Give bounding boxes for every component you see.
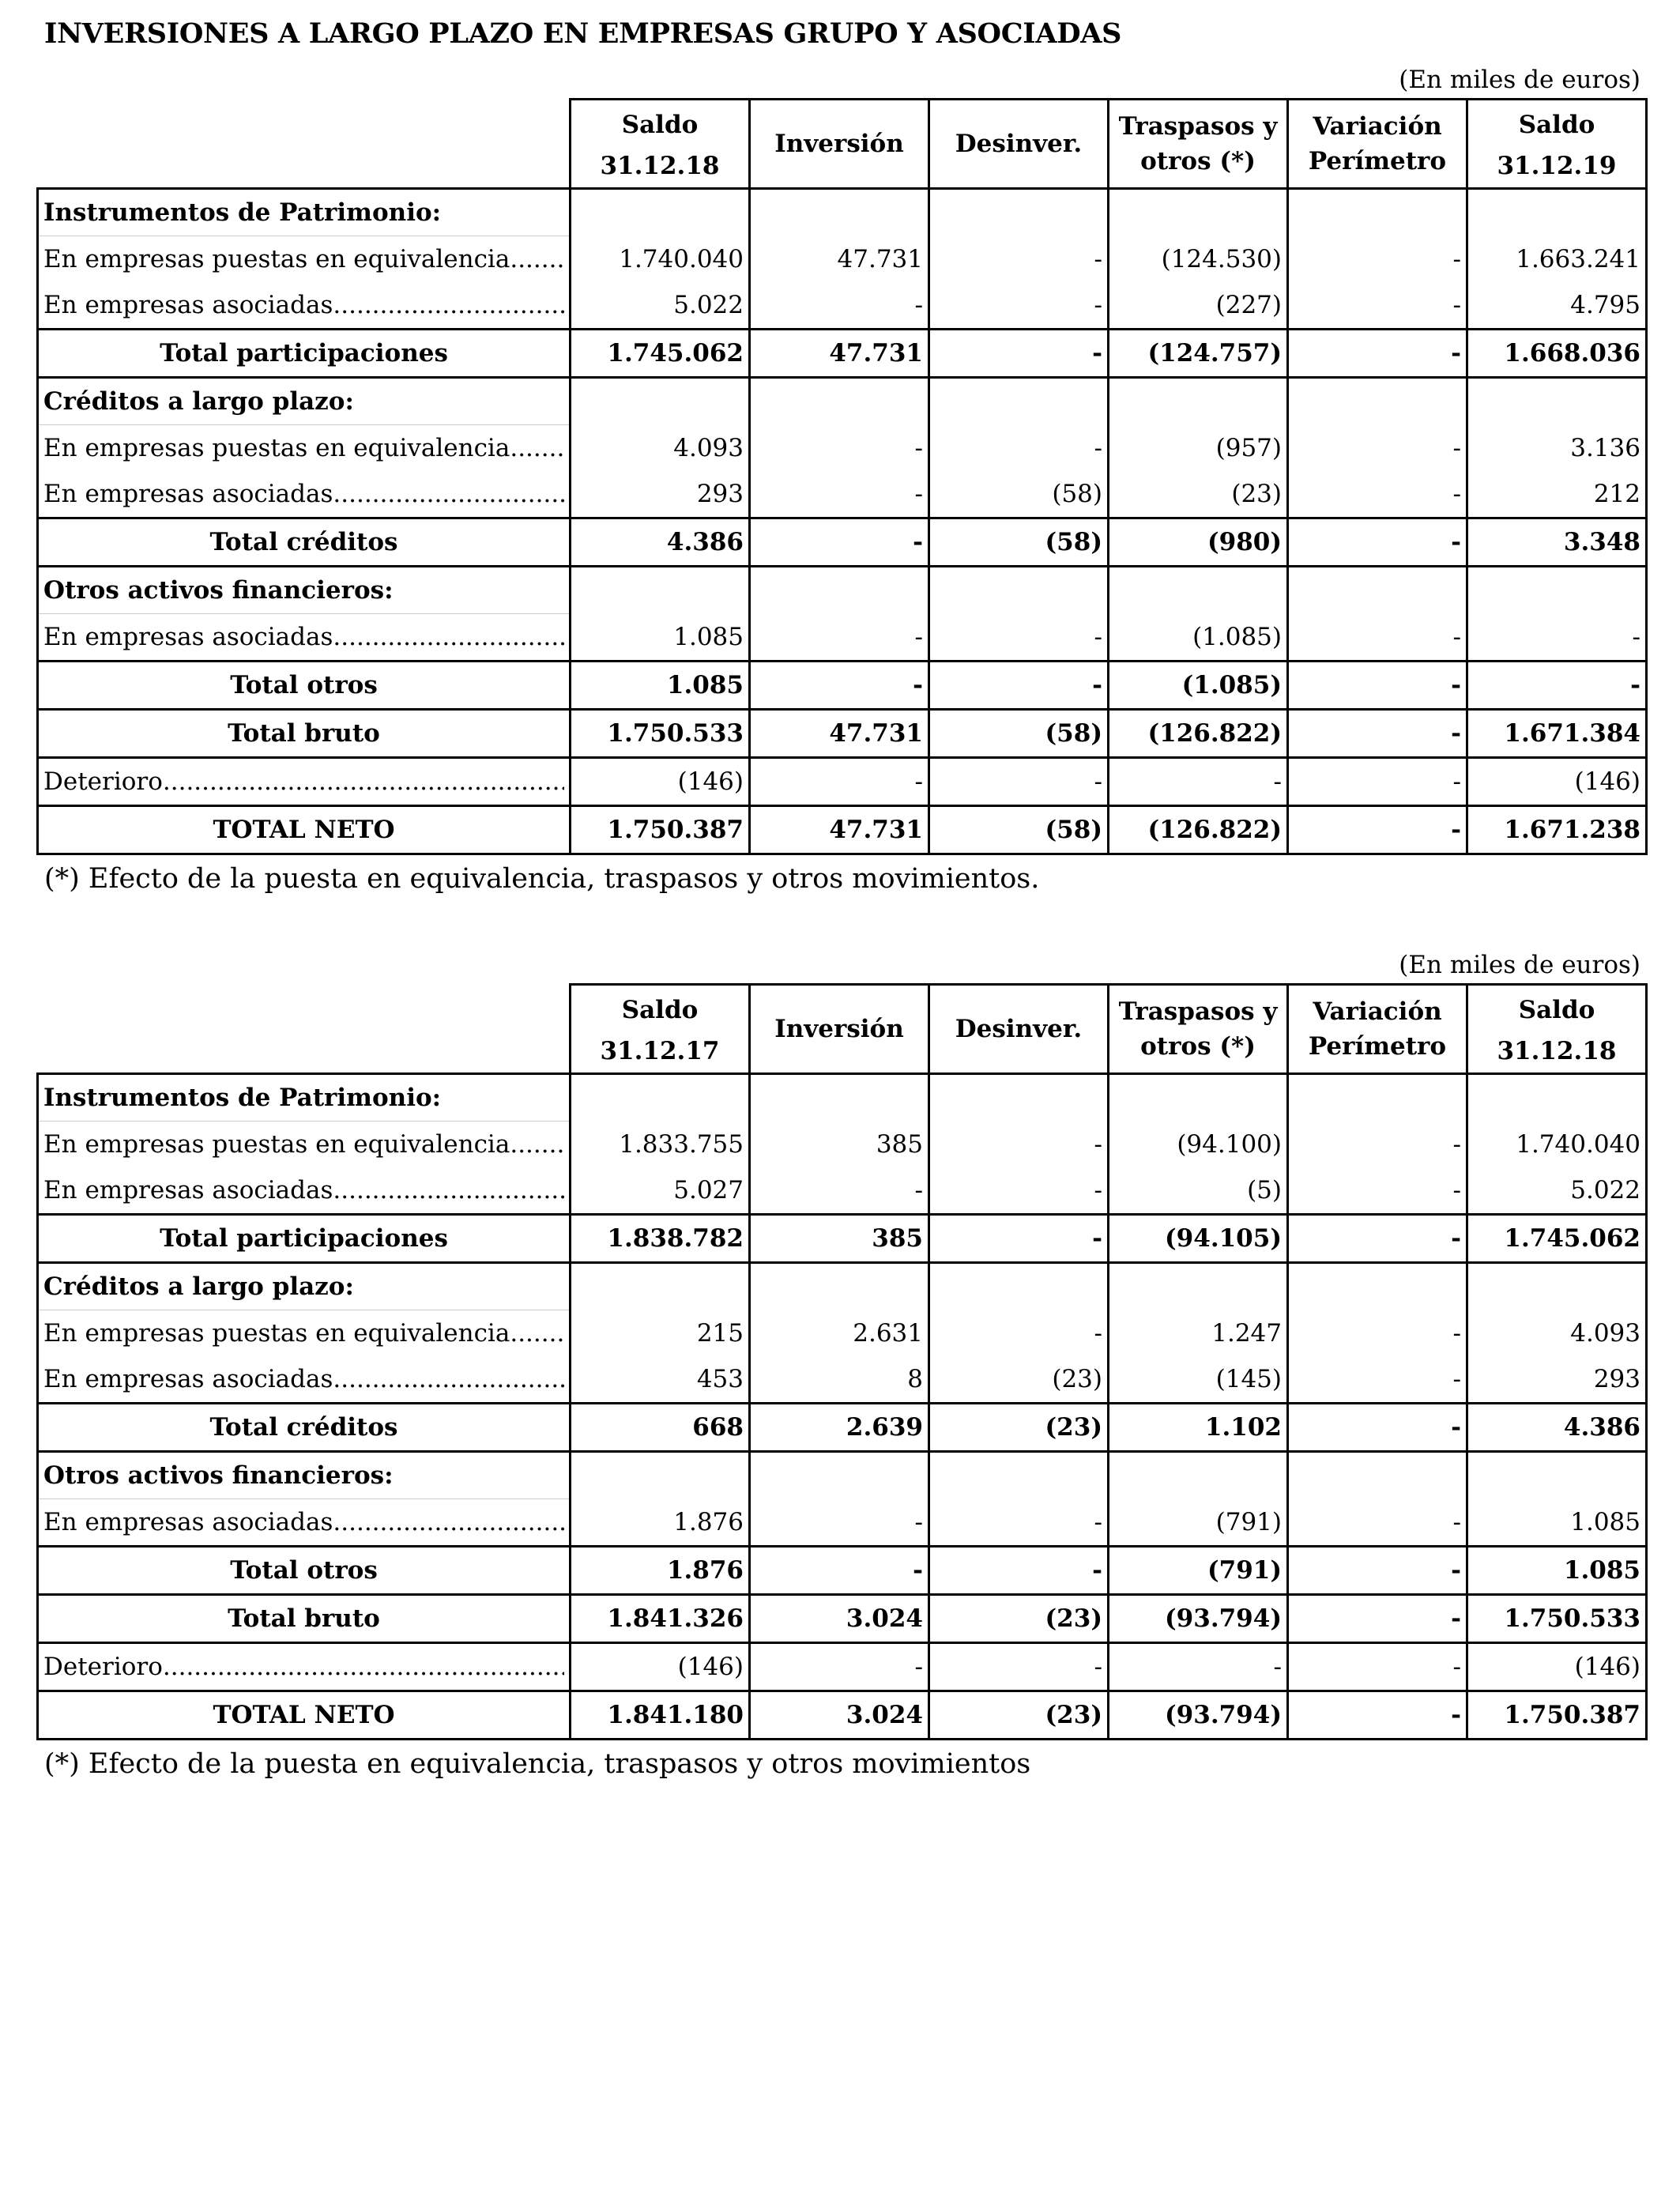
total-neto-row (38, 1691, 1647, 1740)
value-cell: - (1288, 1122, 1467, 1168)
value-cell: 1.745.062 (1467, 1215, 1647, 1263)
value-cell: 47.731 (750, 806, 929, 854)
value-cell: 1.876 (571, 1499, 750, 1547)
empty-cell (750, 1074, 929, 1122)
dot-leader (333, 614, 564, 660)
value-cell: - (1288, 1691, 1467, 1740)
value-cell: - (750, 614, 929, 662)
value-cell: 1.876 (571, 1547, 750, 1595)
value-cell: (93.794) (1109, 1595, 1288, 1643)
header-saldo-inicial (571, 100, 750, 189)
empty-cell (1109, 189, 1288, 236)
value-cell: 2.631 (750, 1310, 929, 1357)
subtotal-row (38, 1215, 1647, 1263)
dot-leader (163, 759, 564, 805)
header-inversion (750, 985, 929, 1074)
value-cell: (124.757) (1109, 330, 1288, 378)
header-desinversion (929, 100, 1109, 189)
header-saldo-final (1467, 100, 1647, 189)
value-cell: - (929, 1167, 1109, 1215)
value-cell: (23) (929, 1691, 1109, 1740)
value-cell: - (750, 1643, 929, 1691)
table-row (38, 236, 1647, 283)
value-cell: - (1288, 758, 1467, 806)
empty-cell (750, 567, 929, 614)
row-label-cell (38, 1499, 571, 1547)
subtotal-row (38, 330, 1647, 378)
header-variacion-perimetro (1288, 100, 1467, 189)
empty-cell (1467, 378, 1647, 425)
investment-table-section (36, 947, 1645, 1780)
header-line: Desinver. (955, 130, 1083, 158)
value-cell: 1.668.036 (1467, 330, 1647, 378)
value-cell: 47.731 (750, 330, 929, 378)
value-cell: (23) (1109, 471, 1288, 518)
units-note: (En miles de euros) (1399, 66, 1640, 94)
value-cell: 1.102 (1109, 1404, 1288, 1452)
header-row (38, 100, 1647, 189)
section-heading: Créditos a largo plazo: (38, 1263, 571, 1310)
value-cell: 4.386 (571, 518, 750, 567)
value-cell: 5.022 (1467, 1167, 1647, 1215)
total-neto-row (38, 806, 1647, 854)
value-cell: 2.639 (750, 1404, 929, 1452)
footnote: (*) Efecto de la puesta en equivalencia, traspasos y otros movimientos. (44, 863, 1040, 895)
value-cell: - (1288, 1356, 1467, 1404)
table-row (38, 471, 1647, 518)
header-blank (38, 985, 571, 1074)
row-label: En empresas puestas en equivalencia (43, 1130, 510, 1159)
value-cell: (58) (929, 471, 1109, 518)
total-neto-label: TOTAL NETO (38, 1691, 571, 1740)
value-cell: 1.671.384 (1467, 710, 1647, 758)
dot-leader (333, 282, 564, 328)
empty-cell (1467, 189, 1647, 236)
header-traspasos (1109, 100, 1288, 189)
subtotal-label: Total créditos (38, 1404, 571, 1452)
value-cell: - (1288, 471, 1467, 518)
value-cell: 1.750.387 (1467, 1691, 1647, 1740)
total-bruto-row (38, 1595, 1647, 1643)
value-cell: - (1467, 614, 1647, 662)
value-cell: - (750, 758, 929, 806)
value-cell: 293 (1467, 1356, 1647, 1404)
empty-cell (929, 1074, 1109, 1122)
row-label-cell (38, 471, 571, 518)
section-heading: Instrumentos de Patrimonio: (38, 1074, 571, 1122)
value-cell: (5) (1109, 1167, 1288, 1215)
subtotal-label: Total otros (38, 662, 571, 710)
page-title: INVERSIONES A LARGO PLAZO EN EMPRESAS GRUPO Y ASOCIADAS (44, 17, 1122, 50)
empty-cell (1288, 1263, 1467, 1310)
table-row (38, 1167, 1647, 1215)
empty-cell (750, 189, 929, 236)
empty-cell (571, 378, 750, 425)
row-label: En empresas asociadas (43, 623, 333, 651)
value-cell: - (1288, 1404, 1467, 1452)
empty-cell (929, 378, 1109, 425)
value-cell: - (929, 614, 1109, 662)
dot-leader (333, 1356, 564, 1402)
subtotal-row (38, 1404, 1647, 1452)
value-cell: - (929, 1215, 1109, 1263)
empty-cell (929, 1452, 1109, 1499)
empty-cell (929, 1263, 1109, 1310)
header-line: otros (*) (1140, 147, 1256, 175)
value-cell: - (929, 236, 1109, 283)
header-line: Variación (1313, 997, 1442, 1026)
empty-cell (1288, 1452, 1467, 1499)
empty-cell (929, 189, 1109, 236)
row-label: En empresas asociadas (43, 291, 333, 319)
header-line: Variación (1313, 112, 1442, 141)
row-label: En empresas puestas en equivalencia (43, 245, 510, 273)
value-cell: - (750, 471, 929, 518)
value-cell: - (929, 1547, 1109, 1595)
empty-cell (750, 378, 929, 425)
value-cell: - (750, 282, 929, 330)
row-label: En empresas asociadas (43, 1508, 333, 1536)
header-row (38, 985, 1647, 1074)
value-cell: - (929, 1643, 1109, 1691)
value-cell: (227) (1109, 282, 1288, 330)
footnote: (*) Efecto de la puesta en equivalencia, traspasos y otros movimientos (44, 1748, 1031, 1780)
row-label: En empresas puestas en equivalencia (43, 434, 510, 462)
value-cell: - (929, 662, 1109, 710)
investment-table (36, 98, 1648, 855)
value-cell: - (750, 662, 929, 710)
row-label: En empresas asociadas (43, 1365, 333, 1393)
empty-cell (1109, 567, 1288, 614)
subtotal-label: Total participaciones (38, 1215, 571, 1263)
row-label: Deterioro (43, 1653, 163, 1681)
empty-cell (1467, 567, 1647, 614)
value-cell: - (750, 1547, 929, 1595)
value-cell: - (1109, 1643, 1288, 1691)
value-cell: (126.822) (1109, 710, 1288, 758)
header-line: Saldo (1518, 996, 1595, 1024)
header-line: Perímetro (1308, 1032, 1447, 1061)
header-desinversion (929, 985, 1109, 1074)
empty-cell (1467, 1263, 1647, 1310)
deterioro-row (38, 1643, 1647, 1691)
empty-cell (1109, 1074, 1288, 1122)
row-label-cell (38, 614, 571, 662)
value-cell: - (1288, 518, 1467, 567)
empty-cell (571, 1263, 750, 1310)
value-cell: 1.841.180 (571, 1691, 750, 1740)
value-cell: - (1288, 1547, 1467, 1595)
empty-cell (1288, 567, 1467, 614)
value-cell: 1.833.755 (571, 1122, 750, 1168)
value-cell: 1.085 (1467, 1499, 1647, 1547)
section-heading-row (38, 1263, 1647, 1310)
value-cell: 385 (750, 1122, 929, 1168)
value-cell: - (1288, 282, 1467, 330)
value-cell: 212 (1467, 471, 1647, 518)
value-cell: 1.750.533 (1467, 1595, 1647, 1643)
value-cell: - (1288, 425, 1467, 472)
value-cell: (58) (929, 710, 1109, 758)
total-neto-label: TOTAL NETO (38, 806, 571, 854)
deterioro-label-cell (38, 758, 571, 806)
dot-leader (510, 236, 564, 282)
value-cell: (1.085) (1109, 614, 1288, 662)
value-cell: - (750, 518, 929, 567)
value-cell: 5.022 (571, 282, 750, 330)
subtotal-row (38, 1547, 1647, 1595)
section-heading-row (38, 1452, 1647, 1499)
dot-leader (333, 1167, 564, 1213)
value-cell: 1.745.062 (571, 330, 750, 378)
value-cell: - (929, 330, 1109, 378)
table-row (38, 282, 1647, 330)
table-row (38, 425, 1647, 472)
value-cell: (23) (929, 1595, 1109, 1643)
value-cell: (93.794) (1109, 1691, 1288, 1740)
section-heading-row (38, 189, 1647, 236)
value-cell: (1.085) (1109, 662, 1288, 710)
value-cell: - (1288, 662, 1467, 710)
value-cell: (980) (1109, 518, 1288, 567)
dot-leader (510, 425, 564, 471)
empty-cell (1467, 1074, 1647, 1122)
section-heading: Otros activos financieros: (38, 1452, 571, 1499)
value-cell: (94.105) (1109, 1215, 1288, 1263)
subtotal-row (38, 662, 1647, 710)
row-label-cell (38, 1310, 571, 1357)
value-cell: 215 (571, 1310, 750, 1357)
section-heading: Otros activos financieros: (38, 567, 571, 614)
dot-leader (333, 1499, 564, 1545)
total-bruto-label: Total bruto (38, 710, 571, 758)
header-line: Saldo (1518, 111, 1595, 139)
value-cell: (23) (929, 1356, 1109, 1404)
value-cell: (23) (929, 1404, 1109, 1452)
value-cell: 293 (571, 471, 750, 518)
value-cell: (146) (571, 758, 750, 806)
deterioro-row (38, 758, 1647, 806)
value-cell: - (1288, 1595, 1467, 1643)
value-cell: - (1288, 614, 1467, 662)
header-saldo-inicial (571, 985, 750, 1074)
value-cell: 1.841.326 (571, 1595, 750, 1643)
subtotal-row (38, 518, 1647, 567)
value-cell: 1.838.782 (571, 1215, 750, 1263)
subtotal-label: Total otros (38, 1547, 571, 1595)
value-cell: 1.740.040 (571, 236, 750, 283)
value-cell: (957) (1109, 425, 1288, 472)
value-cell: - (1288, 1310, 1467, 1357)
value-cell: - (929, 425, 1109, 472)
table-row (38, 614, 1647, 662)
value-cell: (146) (1467, 758, 1647, 806)
header-date: 31.12.19 (1497, 152, 1617, 180)
row-label: En empresas asociadas (43, 1176, 333, 1204)
empty-cell (571, 1452, 750, 1499)
header-line: Perímetro (1308, 147, 1447, 175)
value-cell: - (1109, 758, 1288, 806)
value-cell: - (1288, 806, 1467, 854)
value-cell: (124.530) (1109, 236, 1288, 283)
value-cell: (126.822) (1109, 806, 1288, 854)
header-date: 31.12.17 (600, 1037, 720, 1065)
empty-cell (750, 1263, 929, 1310)
value-cell: 5.027 (571, 1167, 750, 1215)
value-cell: 8 (750, 1356, 929, 1404)
empty-cell (571, 189, 750, 236)
header-line: Desinver. (955, 1015, 1083, 1043)
value-cell: - (1288, 1643, 1467, 1691)
value-cell: - (1288, 710, 1467, 758)
section-heading-row (38, 1074, 1647, 1122)
row-label-cell (38, 282, 571, 330)
table-row (38, 1122, 1647, 1168)
value-cell: 4.795 (1467, 282, 1647, 330)
value-cell: - (1288, 1499, 1467, 1547)
section-heading-row (38, 567, 1647, 614)
empty-cell (1467, 1452, 1647, 1499)
total-bruto-row (38, 710, 1647, 758)
row-label: Deterioro (43, 767, 163, 796)
dot-leader (333, 471, 564, 517)
table-row (38, 1310, 1647, 1357)
empty-cell (1109, 1263, 1288, 1310)
empty-cell (1288, 378, 1467, 425)
header-saldo-final (1467, 985, 1647, 1074)
header-blank (38, 100, 571, 189)
value-cell: 3.348 (1467, 518, 1647, 567)
value-cell: 1.663.241 (1467, 236, 1647, 283)
header-line: Traspasos y (1118, 997, 1278, 1026)
header-date: 31.12.18 (1497, 1037, 1617, 1065)
value-cell: 1.247 (1109, 1310, 1288, 1357)
empty-cell (1288, 1074, 1467, 1122)
empty-cell (1109, 1452, 1288, 1499)
value-cell: (146) (571, 1643, 750, 1691)
value-cell: (146) (1467, 1643, 1647, 1691)
value-cell: - (1467, 662, 1647, 710)
value-cell: - (750, 1167, 929, 1215)
value-cell: - (929, 282, 1109, 330)
value-cell: 3.024 (750, 1691, 929, 1740)
value-cell: (145) (1109, 1356, 1288, 1404)
header-line: Saldo (621, 111, 699, 139)
value-cell: - (1288, 236, 1467, 283)
row-label-cell (38, 425, 571, 472)
value-cell: 1.085 (571, 662, 750, 710)
empty-cell (1288, 189, 1467, 236)
section-heading: Créditos a largo plazo: (38, 378, 571, 425)
deterioro-label-cell (38, 1643, 571, 1691)
subtotal-label: Total participaciones (38, 330, 571, 378)
empty-cell (571, 567, 750, 614)
value-cell: (791) (1109, 1499, 1288, 1547)
row-label: En empresas puestas en equivalencia (43, 1319, 510, 1348)
value-cell: 4.093 (571, 425, 750, 472)
value-cell: - (1288, 1167, 1467, 1215)
row-label-cell (38, 1122, 571, 1168)
value-cell: 1.750.387 (571, 806, 750, 854)
value-cell: - (750, 1499, 929, 1547)
header-line: otros (*) (1140, 1032, 1256, 1061)
header-date: 31.12.18 (600, 152, 720, 180)
value-cell: 3.024 (750, 1595, 929, 1643)
header-variacion-perimetro (1288, 985, 1467, 1074)
row-label-cell (38, 1167, 571, 1215)
value-cell: (791) (1109, 1547, 1288, 1595)
value-cell: 453 (571, 1356, 750, 1404)
value-cell: - (929, 1499, 1109, 1547)
header-traspasos (1109, 985, 1288, 1074)
section-heading-row (38, 378, 1647, 425)
value-cell: - (1288, 330, 1467, 378)
value-cell: (58) (929, 518, 1109, 567)
table-row (38, 1356, 1647, 1404)
total-bruto-label: Total bruto (38, 1595, 571, 1643)
value-cell: 47.731 (750, 236, 929, 283)
row-label-cell (38, 236, 571, 283)
value-cell: 385 (750, 1215, 929, 1263)
value-cell: 668 (571, 1404, 750, 1452)
row-label-cell (38, 1356, 571, 1404)
header-line: Saldo (621, 996, 699, 1024)
header-inversion (750, 100, 929, 189)
value-cell: 3.136 (1467, 425, 1647, 472)
empty-cell (929, 567, 1109, 614)
empty-cell (571, 1074, 750, 1122)
units-note: (En miles de euros) (1399, 951, 1640, 979)
value-cell: - (929, 1122, 1109, 1168)
value-cell: - (750, 425, 929, 472)
value-cell: (94.100) (1109, 1122, 1288, 1168)
value-cell: 1.085 (571, 614, 750, 662)
value-cell: - (1288, 1215, 1467, 1263)
value-cell: 4.093 (1467, 1310, 1647, 1357)
value-cell: 47.731 (750, 710, 929, 758)
investment-table-section (36, 62, 1645, 895)
value-cell: (58) (929, 806, 1109, 854)
empty-cell (1109, 378, 1288, 425)
value-cell: 4.386 (1467, 1404, 1647, 1452)
header-line: Inversión (774, 130, 904, 158)
value-cell: 1.085 (1467, 1547, 1647, 1595)
value-cell: - (929, 758, 1109, 806)
investment-table (36, 983, 1648, 1740)
dot-leader (163, 1644, 564, 1690)
dot-leader (510, 1310, 564, 1356)
value-cell: 1.750.533 (571, 710, 750, 758)
table-row (38, 1499, 1647, 1547)
value-cell: 1.671.238 (1467, 806, 1647, 854)
row-label: En empresas asociadas (43, 480, 333, 508)
header-line: Traspasos y (1118, 112, 1278, 141)
dot-leader (510, 1122, 564, 1167)
empty-cell (750, 1452, 929, 1499)
value-cell: 1.740.040 (1467, 1122, 1647, 1168)
section-heading: Instrumentos de Patrimonio: (38, 189, 571, 236)
subtotal-label: Total créditos (38, 518, 571, 567)
value-cell: - (929, 1310, 1109, 1357)
header-line: Inversión (774, 1015, 904, 1043)
